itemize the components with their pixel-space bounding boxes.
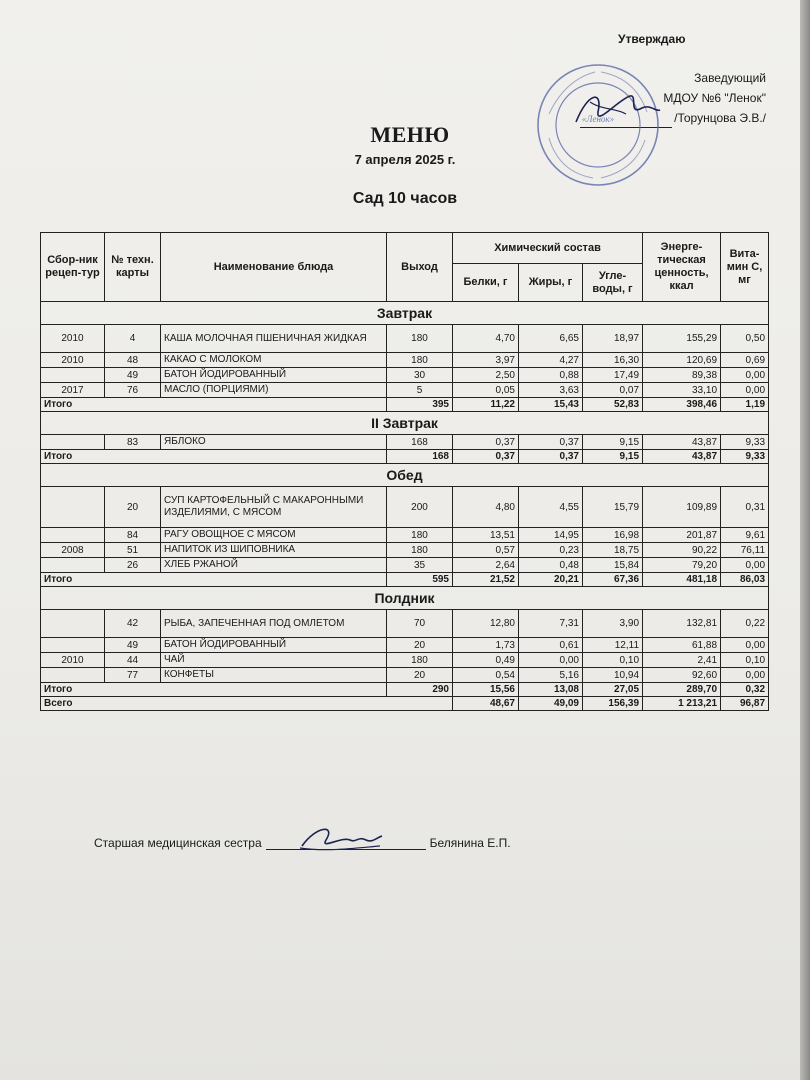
cell-dish-name: ЧАЙ [161, 653, 387, 668]
cell-tech-card: 44 [105, 653, 161, 668]
menu-subtitle: Сад 10 часов [352, 190, 458, 207]
col-sbornik: Сбор-ник рецеп-тур [41, 233, 105, 302]
cell-energy: 481,18 [643, 573, 721, 587]
col-fats: Жиры, г [519, 264, 583, 302]
svg-text:«Ленок»: «Ленок» [581, 114, 615, 124]
cell-carbs: 3,90 [583, 610, 643, 638]
approver-org: МДОУ №6 "Ленок" [663, 91, 766, 105]
cell-dish-name: КАКАО С МОЛОКОМ [161, 353, 387, 368]
cell-fats: 13,08 [519, 683, 583, 697]
cell-energy: 120,69 [643, 353, 721, 368]
cell-vitamin-c: 0,32 [721, 683, 769, 697]
background-edge [800, 0, 810, 1080]
table-row [41, 435, 769, 450]
cell-energy: 132,81 [643, 610, 721, 638]
cell-fats: 5,16 [519, 668, 583, 683]
cell-fats: 7,31 [519, 610, 583, 638]
grand-total-row [41, 697, 769, 711]
cell-energy: 1 213,21 [643, 697, 721, 711]
cell-vitamin-c: 9,33 [721, 450, 769, 464]
cell-dish-name: МАСЛО (ПОРЦИЯМИ) [161, 383, 387, 398]
cell-proteins: 4,80 [453, 487, 519, 528]
cell-proteins: 13,51 [453, 528, 519, 543]
section-title: Полдник [41, 587, 769, 610]
cell-proteins: 2,64 [453, 558, 519, 573]
total-label: Итого [41, 573, 387, 587]
total-label: Итого [41, 683, 387, 697]
cell-carbs: 15,79 [583, 487, 643, 528]
cell-sbornik [41, 368, 105, 383]
cell-vitamin-c: 86,03 [721, 573, 769, 587]
cell-sbornik: 2010 [41, 353, 105, 368]
cell-carbs: 9,15 [583, 450, 643, 464]
cell-tech-card: 76 [105, 383, 161, 398]
cell-proteins: 15,56 [453, 683, 519, 697]
col-yield: Выход [387, 233, 453, 302]
cell-proteins: 12,80 [453, 610, 519, 638]
table-row [41, 487, 769, 528]
cell-carbs: 156,39 [583, 697, 643, 711]
cell-sbornik [41, 435, 105, 450]
cell-proteins: 0,37 [453, 435, 519, 450]
header-row [41, 233, 769, 264]
col-chem-composition: Химический состав [453, 233, 643, 264]
cell-fats: 3,63 [519, 383, 583, 398]
cell-tech-card: 83 [105, 435, 161, 450]
col-carbs: Угле-воды, г [583, 264, 643, 302]
cell-carbs: 12,11 [583, 638, 643, 653]
cell-energy: 155,29 [643, 325, 721, 353]
cell-vitamin-c: 0,69 [721, 353, 769, 368]
cell-proteins: 11,22 [453, 398, 519, 412]
cell-vitamin-c: 0,00 [721, 638, 769, 653]
cell-tech-card: 84 [105, 528, 161, 543]
cell-sbornik [41, 487, 105, 528]
page-title: МЕНЮ [370, 122, 450, 147]
cell-yield: 180 [387, 528, 453, 543]
cell-vitamin-c: 0,10 [721, 653, 769, 668]
cell-fats: 0,48 [519, 558, 583, 573]
cell-proteins: 4,70 [453, 325, 519, 353]
total-label: Итого [41, 450, 387, 464]
cell-yield: 395 [387, 398, 453, 412]
cell-yield: 290 [387, 683, 453, 697]
total-row [41, 450, 769, 464]
cell-sbornik [41, 558, 105, 573]
cell-proteins: 0,37 [453, 450, 519, 464]
cell-carbs: 52,83 [583, 398, 643, 412]
grand-total-label: Всего [41, 697, 453, 711]
table-row [41, 610, 769, 638]
cell-carbs: 27,05 [583, 683, 643, 697]
approver-signature [568, 82, 663, 132]
cell-dish-name: РАГУ ОВОЩНОЕ С МЯСОМ [161, 528, 387, 543]
table-row [41, 558, 769, 573]
cell-fats: 49,09 [519, 697, 583, 711]
cell-vitamin-c: 0,00 [721, 383, 769, 398]
cell-tech-card: 4 [105, 325, 161, 353]
cell-carbs: 18,75 [583, 543, 643, 558]
cell-sbornik [41, 668, 105, 683]
cell-yield: 180 [387, 543, 453, 558]
cell-dish-name: ЯБЛОКО [161, 435, 387, 450]
cell-energy: 201,87 [643, 528, 721, 543]
cell-proteins: 0,49 [453, 653, 519, 668]
cell-proteins: 0,54 [453, 668, 519, 683]
cell-energy: 92,60 [643, 668, 721, 683]
cell-fats: 15,43 [519, 398, 583, 412]
col-energy: Энерге-тическая ценность, ккал [643, 233, 721, 302]
section-title: Обед [41, 464, 769, 487]
cell-energy: 33,10 [643, 383, 721, 398]
cell-energy: 89,38 [643, 368, 721, 383]
cell-tech-card: 20 [105, 487, 161, 528]
cell-dish-name: СУП КАРТОФЕЛЬНЫЙ С МАКАРОННЫМИ ИЗДЕЛИЯМИ, С МЯСОМ [161, 487, 387, 528]
cell-proteins: 2,50 [453, 368, 519, 383]
cell-yield: 168 [387, 450, 453, 464]
cell-fats: 0,37 [519, 450, 583, 464]
cell-dish-name: БАТОН ЙОДИРОВАННЫЙ [161, 638, 387, 653]
footer-role: Старшая медицинская сестра [94, 836, 262, 850]
cell-yield: 70 [387, 610, 453, 638]
cell-dish-name: КАША МОЛОЧНАЯ ПШЕНИЧНАЯ ЖИДКАЯ [161, 325, 387, 353]
cell-vitamin-c: 0,22 [721, 610, 769, 638]
table-row [41, 543, 769, 558]
cell-energy: 79,20 [643, 558, 721, 573]
cell-vitamin-c: 96,87 [721, 697, 769, 711]
cell-yield: 200 [387, 487, 453, 528]
cell-vitamin-c: 9,33 [721, 435, 769, 450]
cell-proteins: 0,05 [453, 383, 519, 398]
cell-carbs: 0,07 [583, 383, 643, 398]
cell-energy: 61,88 [643, 638, 721, 653]
footer-name: Белянина Е.П. [429, 836, 511, 850]
cell-sbornik [41, 638, 105, 653]
cell-energy: 398,46 [643, 398, 721, 412]
cell-dish-name: БАТОН ЙОДИРОВАННЫЙ [161, 368, 387, 383]
cell-fats: 6,65 [519, 325, 583, 353]
cell-proteins: 21,52 [453, 573, 519, 587]
cell-fats: 14,95 [519, 528, 583, 543]
menu-body [41, 302, 769, 711]
cell-yield: 595 [387, 573, 453, 587]
cell-dish-name: РЫБА, ЗАПЕЧЕННАЯ ПОД ОМЛЕТОМ [161, 610, 387, 638]
col-tech-card: № техн. карты [105, 233, 161, 302]
cell-fats: 0,23 [519, 543, 583, 558]
menu-date: 7 апреля 2025 г. [354, 152, 456, 167]
cell-yield: 20 [387, 668, 453, 683]
cell-carbs: 18,97 [583, 325, 643, 353]
cell-fats: 0,37 [519, 435, 583, 450]
cell-vitamin-c: 1,19 [721, 398, 769, 412]
cell-carbs: 16,98 [583, 528, 643, 543]
cell-dish-name: ХЛЕБ РЖАНОЙ [161, 558, 387, 573]
cell-vitamin-c: 0,00 [721, 368, 769, 383]
cell-fats: 4,27 [519, 353, 583, 368]
cell-proteins: 48,67 [453, 697, 519, 711]
cell-yield: 168 [387, 435, 453, 450]
approver-signer: /Торунцова Э.В./ [674, 111, 766, 125]
cell-vitamin-c: 0,31 [721, 487, 769, 528]
approver-position: Заведующий [694, 71, 766, 85]
table-row [41, 653, 769, 668]
cell-tech-card: 49 [105, 368, 161, 383]
section-header [41, 464, 769, 487]
total-label: Итого [41, 398, 387, 412]
cell-carbs: 16,30 [583, 353, 643, 368]
total-row [41, 398, 769, 412]
section-header [41, 302, 769, 325]
cell-dish-name: НАПИТОК ИЗ ШИПОВНИКА [161, 543, 387, 558]
cell-tech-card: 26 [105, 558, 161, 573]
cell-proteins: 3,97 [453, 353, 519, 368]
cell-yield: 180 [387, 353, 453, 368]
col-vitamin-c: Вита-мин С, мг [721, 233, 769, 302]
cell-yield: 180 [387, 653, 453, 668]
cell-energy: 289,70 [643, 683, 721, 697]
cell-vitamin-c: 76,11 [721, 543, 769, 558]
cell-proteins: 1,73 [453, 638, 519, 653]
cell-fats: 0,00 [519, 653, 583, 668]
section-header [41, 587, 769, 610]
col-dish-name: Наименование блюда [161, 233, 387, 302]
cell-energy: 43,87 [643, 435, 721, 450]
section-title: Завтрак [41, 302, 769, 325]
cell-sbornik: 2017 [41, 383, 105, 398]
table-row [41, 668, 769, 683]
cell-carbs: 0,10 [583, 653, 643, 668]
cell-proteins: 0,57 [453, 543, 519, 558]
cell-tech-card: 42 [105, 610, 161, 638]
cell-yield: 180 [387, 325, 453, 353]
cell-sbornik [41, 610, 105, 638]
table-row [41, 638, 769, 653]
cell-carbs: 67,36 [583, 573, 643, 587]
cell-yield: 20 [387, 638, 453, 653]
nurse-signature [296, 818, 386, 858]
cell-sbornik: 2008 [41, 543, 105, 558]
cell-tech-card: 77 [105, 668, 161, 683]
cell-vitamin-c: 9,61 [721, 528, 769, 543]
cell-carbs: 9,15 [583, 435, 643, 450]
cell-tech-card: 51 [105, 543, 161, 558]
cell-carbs: 10,94 [583, 668, 643, 683]
cell-energy: 90,22 [643, 543, 721, 558]
table-row [41, 325, 769, 353]
cell-vitamin-c: 0,50 [721, 325, 769, 353]
cell-yield: 30 [387, 368, 453, 383]
approve-label: Утверждаю [618, 32, 686, 46]
cell-sbornik: 2010 [41, 653, 105, 668]
col-proteins: Белки, г [453, 264, 519, 302]
cell-yield: 35 [387, 558, 453, 573]
table-row [41, 368, 769, 383]
cell-vitamin-c: 0,00 [721, 558, 769, 573]
total-row [41, 683, 769, 697]
cell-energy: 109,89 [643, 487, 721, 528]
cell-fats: 20,21 [519, 573, 583, 587]
cell-fats: 0,61 [519, 638, 583, 653]
cell-dish-name: КОНФЕТЫ [161, 668, 387, 683]
cell-tech-card: 48 [105, 353, 161, 368]
cell-vitamin-c: 0,00 [721, 668, 769, 683]
cell-fats: 4,55 [519, 487, 583, 528]
cell-carbs: 15,84 [583, 558, 643, 573]
cell-fats: 0,88 [519, 368, 583, 383]
menu-table [40, 232, 769, 711]
cell-tech-card: 49 [105, 638, 161, 653]
cell-sbornik [41, 528, 105, 543]
cell-energy: 2,41 [643, 653, 721, 668]
table-row [41, 528, 769, 543]
cell-sbornik: 2010 [41, 325, 105, 353]
cell-yield: 5 [387, 383, 453, 398]
cell-energy: 43,87 [643, 450, 721, 464]
table-row [41, 353, 769, 368]
table-row [41, 383, 769, 398]
cell-carbs: 17,49 [583, 368, 643, 383]
total-row [41, 573, 769, 587]
section-header [41, 412, 769, 435]
section-title: II Завтрак [41, 412, 769, 435]
